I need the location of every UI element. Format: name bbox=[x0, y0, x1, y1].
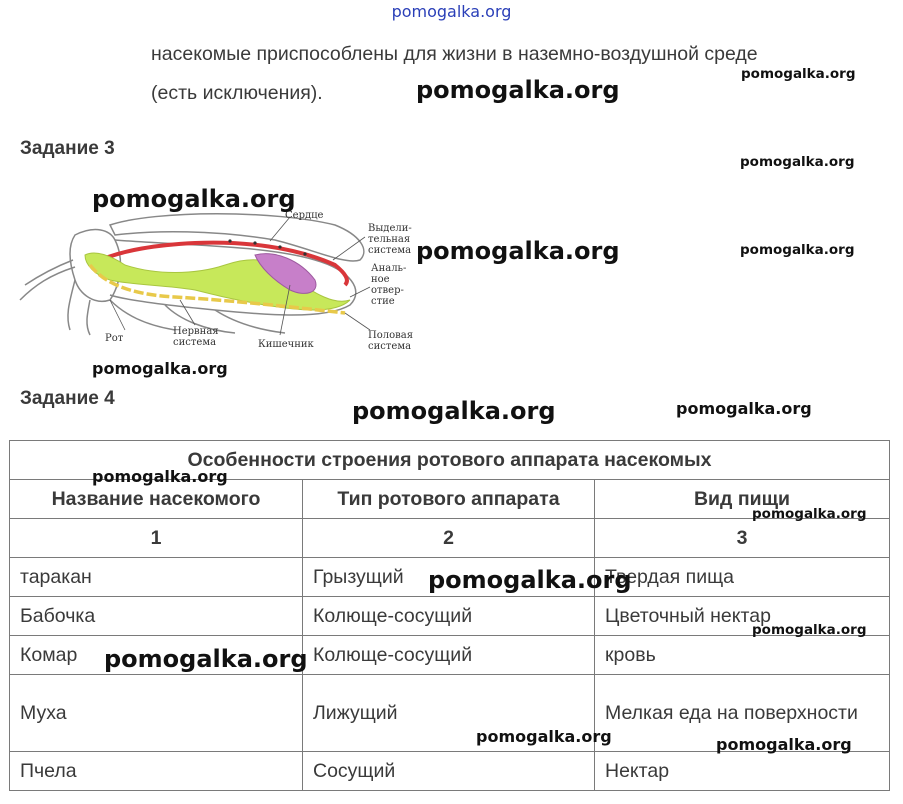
table-row bbox=[10, 752, 890, 791]
task4-heading: Задание 4 bbox=[20, 388, 115, 409]
label-sexual-2: система bbox=[368, 341, 412, 352]
mouthpart-type-cell: Колюще-сосущий bbox=[303, 636, 595, 675]
header-insect-name: Название насекомого bbox=[10, 480, 303, 519]
watermark: pomogalka.org bbox=[716, 735, 852, 754]
food-type-cell: Цветочный нектар bbox=[595, 597, 890, 636]
food-type-cell: кровь bbox=[595, 636, 890, 675]
watermark: pomogalka.org bbox=[92, 467, 228, 486]
intro-line-1: насекомые приспособлены для жизни в наземно-воздушной среде bbox=[151, 43, 758, 65]
label-excretory-3: система bbox=[368, 245, 412, 256]
header-food-type: Вид пищи bbox=[595, 480, 890, 519]
mouthpart-type-cell: Грызущий bbox=[303, 558, 595, 597]
site-header-watermark: pomogalka.org bbox=[391, 2, 512, 21]
watermark: pomogalka.org bbox=[92, 359, 228, 378]
insect-name-cell: Комар bbox=[10, 636, 303, 675]
mouthpart-type-cell: Колюще-сосущий bbox=[303, 597, 595, 636]
insect-name-cell: Пчела bbox=[10, 752, 303, 791]
label-anal-3: отвер- bbox=[371, 285, 404, 296]
column-number: 3 bbox=[595, 519, 890, 558]
task3-heading: Задание 3 bbox=[20, 138, 115, 159]
watermark: pomogalka.org bbox=[476, 727, 612, 746]
label-mouth: Рот bbox=[105, 333, 124, 344]
insect-name-cell: таракан bbox=[10, 558, 303, 597]
column-number: 1 bbox=[10, 519, 303, 558]
watermark: pomogalka.org bbox=[740, 154, 855, 170]
watermark: pomogalka.org bbox=[428, 566, 632, 594]
table-caption: Особенности строения ротового аппарата насекомых bbox=[10, 441, 890, 480]
watermark: pomogalka.org bbox=[416, 237, 620, 265]
watermark: pomogalka.org bbox=[741, 66, 856, 82]
column-number: 2 bbox=[303, 519, 595, 558]
watermark: pomogalka.org bbox=[416, 76, 620, 104]
food-type-cell: Мелкая еда на поверхности bbox=[595, 675, 890, 752]
watermark: pomogalka.org bbox=[740, 242, 855, 258]
mouthpart-type-cell: Лижущий bbox=[303, 675, 595, 752]
watermark: pomogalka.org bbox=[676, 399, 812, 418]
label-nervous-1: Нервная bbox=[173, 326, 219, 337]
label-nervous-2: система bbox=[173, 337, 217, 348]
label-anal-1: Аналь- bbox=[371, 263, 407, 274]
insect-name-cell: Бабочка bbox=[10, 597, 303, 636]
label-anal-4: стие bbox=[371, 296, 395, 307]
label-heart: Сердце bbox=[285, 210, 324, 221]
insect-anatomy-diagram bbox=[15, 205, 425, 355]
watermark: pomogalka.org bbox=[752, 622, 867, 638]
food-type-cell: Твердая пища bbox=[595, 558, 890, 597]
intro-line-2: (есть исключения). bbox=[151, 82, 323, 104]
watermark: pomogalka.org bbox=[104, 645, 308, 673]
label-gut: Кишечник bbox=[258, 339, 314, 350]
label-excretory-2: тельная bbox=[368, 234, 411, 245]
insect-name-cell: Муха bbox=[10, 675, 303, 752]
food-type-cell: Нектар bbox=[595, 752, 890, 791]
header-mouthpart-type: Тип ротового аппарата bbox=[303, 480, 595, 519]
watermark: pomogalka.org bbox=[752, 506, 867, 522]
mouthpart-type-cell: Сосущий bbox=[303, 752, 595, 791]
label-excretory-1: Выдели- bbox=[368, 223, 412, 234]
label-sexual-1: Половая bbox=[368, 330, 414, 341]
watermark: pomogalka.org bbox=[92, 185, 296, 213]
label-anal-2: ное bbox=[371, 274, 390, 285]
watermark: pomogalka.org bbox=[352, 397, 556, 425]
